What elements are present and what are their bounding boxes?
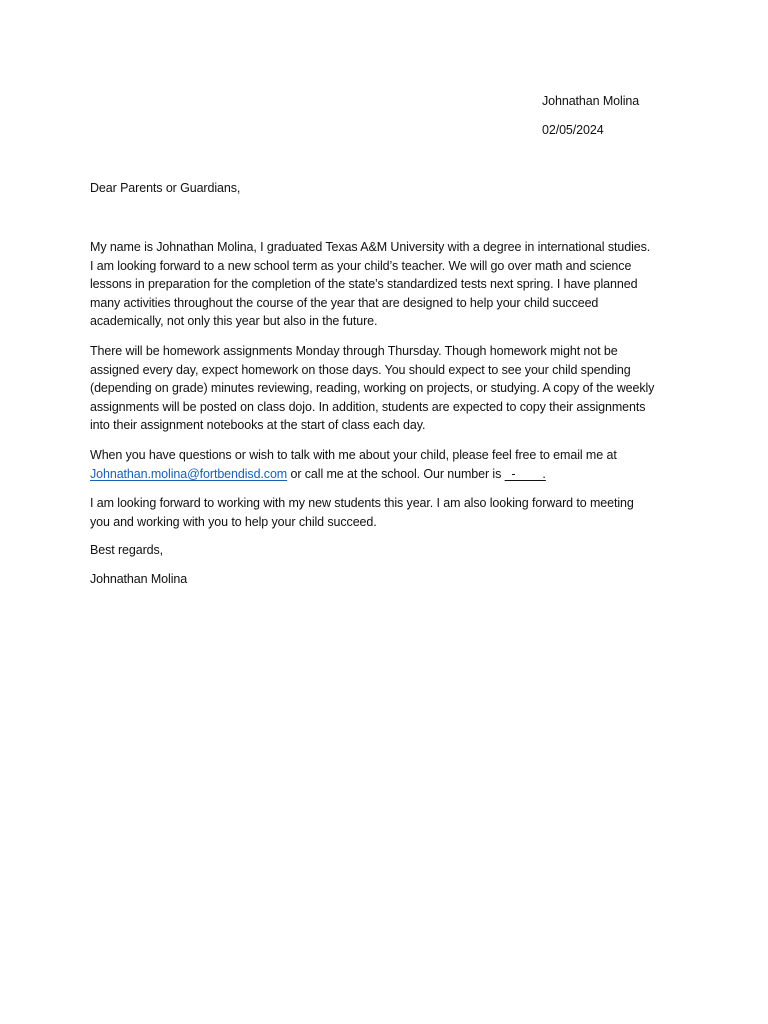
- salutation: Dear Parents or Guardians,: [90, 181, 241, 195]
- paragraph-line: There will be homework assignments Monday through Thursday. Though homework might not be: [90, 344, 618, 358]
- paragraph-introduction: [90, 238, 690, 331]
- paragraph-line: (depending on grade) minutes reviewing, reading, working on projects, or studying. A copy of the weekly: [90, 381, 655, 396]
- letter-date: 02/05/2024: [542, 123, 604, 137]
- paragraph-line: you and working with you to help your child succeed.: [90, 514, 377, 529]
- email-link[interactable]: Johnathan.molina@fortbendisd.com: [90, 466, 288, 481]
- sender-name: Johnathan Molina: [542, 94, 640, 108]
- paragraph-line: I am looking forward to a new school term as your child’s teacher. We will go over math and science: [90, 258, 632, 273]
- paragraph-line: [90, 465, 690, 484]
- paragraph-line: assignments will be posted on class dojo. In addition, students are expected to copy their assignments: [90, 399, 646, 414]
- signature: Johnathan Molina: [90, 572, 188, 586]
- paragraph-line: lessons in preparation for the completion of the state’s standardized tests next spring. I have planned: [90, 277, 638, 292]
- paragraph-line: assigned every day, expect homework on those days. You should expect to see your child spending: [90, 362, 631, 377]
- closing: Best regards,: [90, 543, 164, 557]
- paragraph-homework: [90, 342, 690, 435]
- contact-text: or call me at the school. Our number is: [287, 466, 505, 481]
- paragraph-line: academically, not only this year but also in the future.: [90, 314, 378, 329]
- paragraph-line: My name is Johnathan Molina, I graduated Texas A&M University with a degree in international studies.: [90, 240, 651, 254]
- paragraph-line: into their assignment notebooks at the start of class each day.: [90, 418, 426, 433]
- paragraph-closing-remarks: [90, 494, 690, 531]
- phone-number-blank: - .: [504, 466, 546, 481]
- paragraph-line: many activities throughout the course of the year that are designed to help your child succeed: [90, 295, 599, 310]
- paragraph-line: When you have questions or wish to talk with me about your child, please feel free to email me at: [90, 448, 617, 462]
- paragraph-line: I am looking forward to working with my new students this year. I am also looking forward to meeting: [90, 496, 634, 510]
- paragraph-contact: [90, 446, 690, 483]
